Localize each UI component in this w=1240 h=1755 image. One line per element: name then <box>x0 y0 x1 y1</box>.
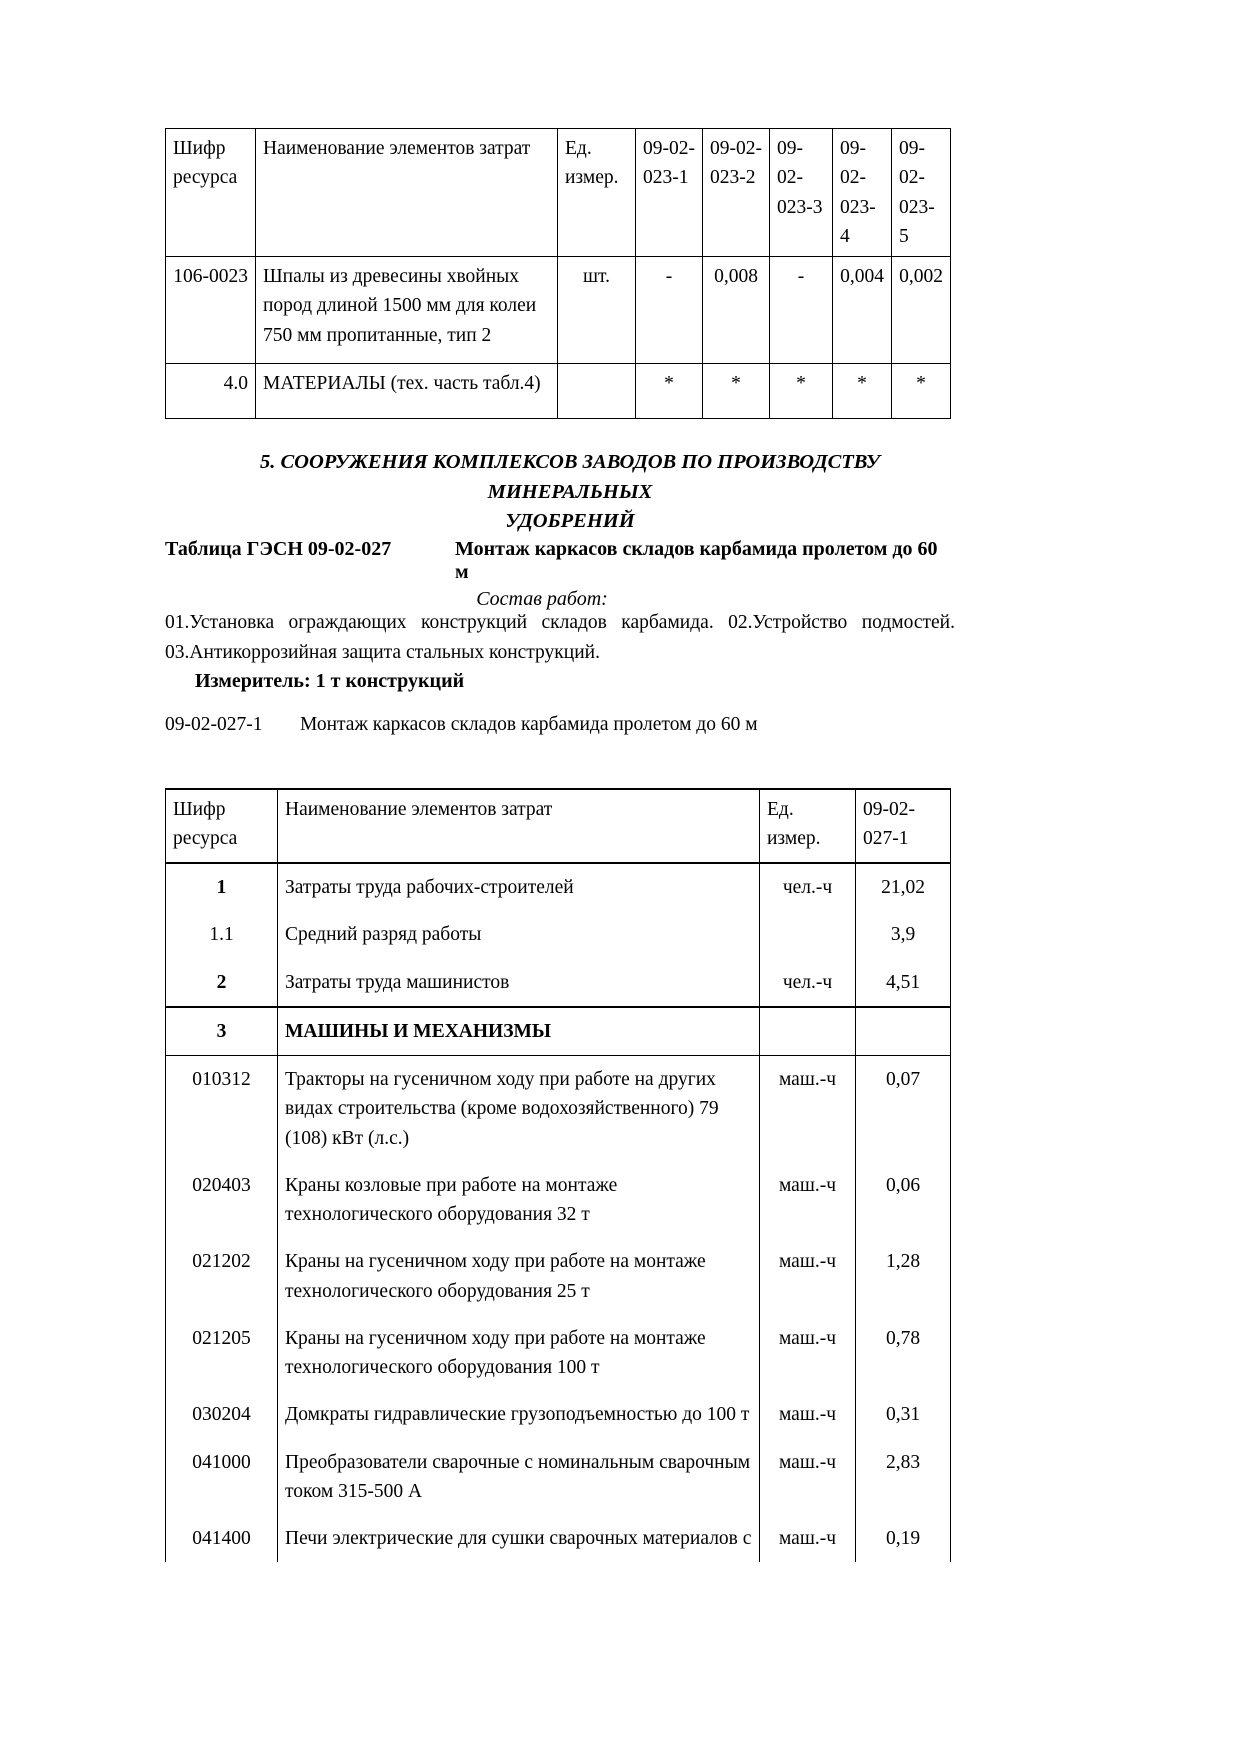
header-023-3-line1: 09-02- <box>777 138 803 189</box>
cell-value: 3,9 <box>856 911 951 958</box>
table-row <box>166 1162 951 1239</box>
cell-unit: маш.-ч <box>760 1238 856 1315</box>
header-cell-unit <box>558 129 636 257</box>
cell-resource-code: 041000 <box>166 1439 278 1516</box>
norm-resource-line <box>165 714 955 736</box>
izmeritel-label: Измеритель: 1 т конструкций <box>195 670 465 692</box>
table-number-label: Таблица ГЭСН 09-02-027 <box>165 538 392 560</box>
cell-value: 21,02 <box>856 863 951 911</box>
header-unit-line2: измер. <box>767 828 821 850</box>
resource-table-09-02-023 <box>165 128 950 419</box>
header-cell-023-2 <box>703 129 770 257</box>
cell-value <box>856 1007 951 1056</box>
cell-value: 0,31 <box>856 1391 951 1438</box>
cell-value-023-1: * <box>636 364 703 419</box>
cell-resource-code: 106-0023 <box>166 257 256 364</box>
cell-unit: маш.-ч <box>760 1056 856 1162</box>
header-cell-023-3 <box>770 129 833 257</box>
cell-unit <box>760 1007 856 1056</box>
cell-value: 0,19 <box>856 1515 951 1562</box>
header-cell-name: Наименование элементов затрат <box>278 789 760 863</box>
table-row <box>166 1056 951 1162</box>
table-row <box>166 1238 951 1315</box>
header-cell-name: Наименование элементов затрат <box>256 129 558 257</box>
section-heading-line1: 5. СООРУЖЕНИЯ КОМПЛЕКСОВ ЗАВОДОВ ПО ПРОИЗВОДСТВУ МИНЕРАЛЬНЫХ <box>260 451 880 503</box>
header-023-1-line2: 023-1 <box>643 167 689 189</box>
header-023-3-line2: 023-3 <box>777 196 823 218</box>
header-unit-line1: Ед. <box>767 799 794 820</box>
cell-unit: маш.-ч <box>760 1515 856 1562</box>
table-row <box>166 364 951 419</box>
sostav-rabot-label: Состав работ: <box>476 588 608 610</box>
cell-value: 0,07 <box>856 1056 951 1162</box>
table-row <box>166 1391 951 1438</box>
cell-resource-name: Печи электрические для сушки сварочных материалов с <box>278 1515 760 1562</box>
header-cell-027-1 <box>856 789 951 863</box>
cell-resource-name: Краны козловые при работе на монтаже технологического оборудования 32 т <box>278 1162 760 1239</box>
norm-name: Монтаж каркасов складов карбамида пролетом до 60 м <box>300 714 758 735</box>
table-header-row <box>166 129 951 257</box>
header-023-4-line2: 023-4 <box>840 196 876 247</box>
header-code-line1: Шифр <box>173 799 226 820</box>
cell-value-023-1: - <box>636 257 703 364</box>
header-code-line2: ресурса <box>173 828 238 850</box>
cell-unit: чел.-ч <box>760 959 856 1007</box>
cell-resource-code: 3 <box>166 1007 278 1056</box>
cell-resource-name: Преобразователи сварочные с номинальным сварочным током 315-500 А <box>278 1439 760 1516</box>
table-row <box>166 1439 951 1516</box>
cell-resource-name: Затраты труда машинистов <box>278 959 760 1007</box>
cell-resource-code: 020403 <box>166 1162 278 1239</box>
table-row <box>166 959 951 1007</box>
cell-unit: чел.-ч <box>760 863 856 911</box>
cell-resource-code: 041400 <box>166 1515 278 1562</box>
header-cell-023-1 <box>636 129 703 257</box>
table-row-section <box>166 1007 951 1056</box>
cell-value: 2,83 <box>856 1439 951 1516</box>
header-023-5-line1: 09-02- <box>899 138 925 189</box>
cell-resource-name: Краны на гусеничном ходу при работе на монтаже технологического оборудования 25 т <box>278 1238 760 1315</box>
section-heading-line2: УДОБРЕНИЙ <box>505 510 635 533</box>
table-row <box>166 1515 951 1562</box>
header-cell-023-5 <box>892 129 951 257</box>
table-row <box>166 911 951 958</box>
cell-unit: маш.-ч <box>760 1162 856 1239</box>
cell-value: 0,78 <box>856 1315 951 1392</box>
resource-table-09-02-027 <box>165 788 950 1562</box>
cell-resource-code: 021202 <box>166 1238 278 1315</box>
section-heading <box>190 448 950 537</box>
cell-resource-name: Домкраты гидравлические грузоподъемностью до 100 т <box>278 1391 760 1438</box>
table-row <box>166 257 951 364</box>
table-caption-block <box>165 538 955 611</box>
table-row <box>166 1315 951 1392</box>
cell-resource-name: МАТЕРИАЛЫ (тех. часть табл.4) <box>256 364 558 419</box>
cell-resource-code: 1 <box>166 863 278 911</box>
cell-unit: шт. <box>558 257 636 364</box>
header-cell-code <box>166 789 278 863</box>
cell-resource-name: Краны на гусеничном ходу при работе на монтаже технологического оборудования 100 т <box>278 1315 760 1392</box>
header-023-2-line2: 023-2 <box>710 167 756 189</box>
table-row <box>166 863 951 911</box>
header-cell-023-4 <box>833 129 892 257</box>
works-line-2: 03.Антикоррозийная защита стальных конструкций. <box>165 642 600 664</box>
header-023-2-line1: 09-02- <box>710 138 762 159</box>
cell-resource-code: 021205 <box>166 1315 278 1392</box>
cell-resource-name: МАШИНЫ И МЕХАНИЗМЫ <box>278 1007 760 1056</box>
header-unit-line1: Ед. <box>565 138 592 159</box>
cell-resource-name: Тракторы на гусеничном ходу при работе на других видах строительства (кроме водохозяйственного) 79 (108) кВт (л.с.) <box>278 1056 760 1162</box>
header-code-line1: Шифр <box>173 138 226 159</box>
header-cell-unit <box>760 789 856 863</box>
cell-resource-name: Затраты труда рабочих-строителей <box>278 863 760 911</box>
header-code-line2: ресурса <box>173 167 238 189</box>
cell-resource-code: 4.0 <box>166 364 256 419</box>
cell-value-023-5: 0,002 <box>892 257 951 364</box>
cell-value: 0,06 <box>856 1162 951 1239</box>
works-line-1: 01.Установка ограждающих конструкций складов карбамида. 02.Устройство подмостей. <box>165 612 955 633</box>
cell-value-023-4: * <box>833 364 892 419</box>
cell-resource-code: 1.1 <box>166 911 278 958</box>
header-027-1-line1: 09-02- <box>863 799 915 820</box>
cell-value-023-3: - <box>770 257 833 364</box>
header-unit-line2: измер. <box>565 167 619 189</box>
works-description <box>165 608 955 668</box>
cell-value: 1,28 <box>856 1238 951 1315</box>
cell-resource-code: 2 <box>166 959 278 1007</box>
header-cell-code <box>166 129 256 257</box>
cell-resource-code: 030204 <box>166 1391 278 1438</box>
cell-value: 4,51 <box>856 959 951 1007</box>
norm-code: 09-02-027-1 <box>165 714 263 735</box>
cell-unit <box>760 911 856 958</box>
cell-value-023-5: * <box>892 364 951 419</box>
cell-resource-code: 010312 <box>166 1056 278 1162</box>
table-header-row <box>166 789 951 863</box>
header-023-4-line1: 09-02- <box>840 138 866 189</box>
caption-line <box>165 538 955 584</box>
cell-unit: маш.-ч <box>760 1391 856 1438</box>
header-027-1-line2: 027-1 <box>863 828 909 850</box>
cell-value-023-2: * <box>703 364 770 419</box>
cell-value-023-2: 0,008 <box>703 257 770 364</box>
header-023-5-line2: 023-5 <box>899 196 935 247</box>
header-023-1-line1: 09-02- <box>643 138 695 159</box>
table-title: Монтаж каркасов складов карбамида пролетом до 60 м <box>455 538 938 583</box>
cell-value-023-3: * <box>770 364 833 419</box>
cell-unit: маш.-ч <box>760 1439 856 1516</box>
cell-value-023-4: 0,004 <box>833 257 892 364</box>
cell-unit: маш.-ч <box>760 1315 856 1392</box>
cell-resource-name: Шпалы из древесины хвойных пород длиной 1500 мм для колеи 750 мм пропитанные, тип 2 <box>256 257 558 364</box>
cell-resource-name: Средний разряд работы <box>278 911 760 958</box>
cell-unit <box>558 364 636 419</box>
